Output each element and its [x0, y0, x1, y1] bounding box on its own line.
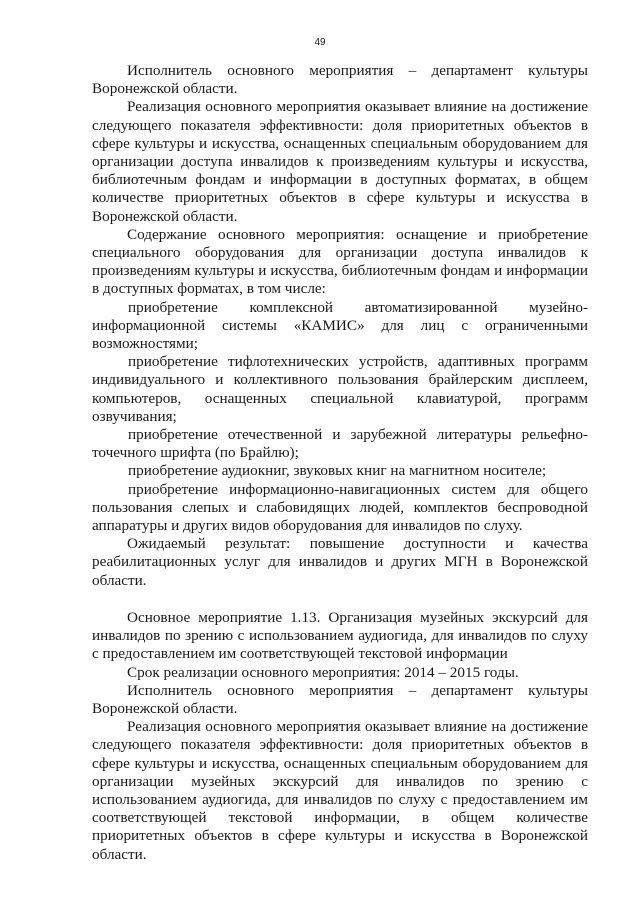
executor-paragraph: Исполнитель основного мероприятия – департамент культуры Воронежской области. — [92, 62, 588, 98]
efficiency-indicator-paragraph: Реализация основного мероприятия оказывает влияние на достижение следующего показателя эффективности: доля приоритетных объектов в сфере культуры и искусства, оснащенных специальным оборудованием для организации музейных экскурсий для инвалидов по зрению с использованием аудиогида, для инвалидов по слуху с предоставлением им соответствующей текстовой информации, в общем количестве приоритетных объектов в сфере культуры и искусства в Воронежской области. — [92, 718, 588, 863]
page-number: 49 — [314, 37, 326, 48]
efficiency-indicator-paragraph: Реализация основного мероприятия оказывает влияние на достижение следующего показателя эффективности: доля приоритетных объектов в сфере культуры и искусства, оснащенных специальным оборудованием для организации доступа инвалидов к произведениям культуры и искусства, библиотечным фондам и информации в доступных форматах, в общем количестве приоритетных объектов в сфере культуры и искусства в Воронежской области. — [92, 98, 588, 225]
list-item: приобретение отечественной и зарубежной литературы рельефно-точечного шрифта (по Брайлю); — [92, 426, 588, 462]
list-item: приобретение аудиокниг, звуковых книг на магнитном носителе; — [128, 462, 547, 480]
list-item: приобретение комплексной автоматизированной музейно-информационной системы «КАМИС» для лиц с ограниченными возможностями; — [92, 298, 588, 353]
section-spacer — [92, 590, 588, 609]
list-item: приобретение тифлотехнических устройств, адаптивных программ индивидуального и коллективного пользования брайлерским дисплеем, компьютеров, оснащенных специальной клавиатурой, программ озвучивания; — [92, 353, 588, 425]
term-paragraph: Срок реализации основного мероприятия: 2014 – 2015 годы. — [127, 663, 519, 681]
section-heading-paragraph: Основное мероприятие 1.13. Организация музейных экскурсий для инвалидов по зрению с использованием аудиогида, для инвалидов по слуху с предоставлением им соответствующей текстовой информации — [92, 608, 588, 663]
list-item: приобретение информационно-навигационных систем для общего пользования слепых и слабовидящих людей, комплектов беспроводной аппаратуры и других видов оборудования для инвалидов по слуху. — [92, 480, 588, 535]
executor-paragraph: Исполнитель основного мероприятия – департамент культуры Воронежской области. — [92, 681, 588, 717]
document-body — [92, 62, 588, 864]
expected-result-paragraph: Ожидаемый результат: повышение доступности и качества реабилитационных услуг для инвалидов и других МГН в Воронежской области. — [92, 535, 588, 589]
measure-content-paragraph: Содержание основного мероприятия: оснащение и приобретение специального оборудования для организации доступа инвалидов к произведениям культуры и искусства, библиотечным фондам и информации в доступных форматах, в том числе: — [92, 225, 588, 298]
